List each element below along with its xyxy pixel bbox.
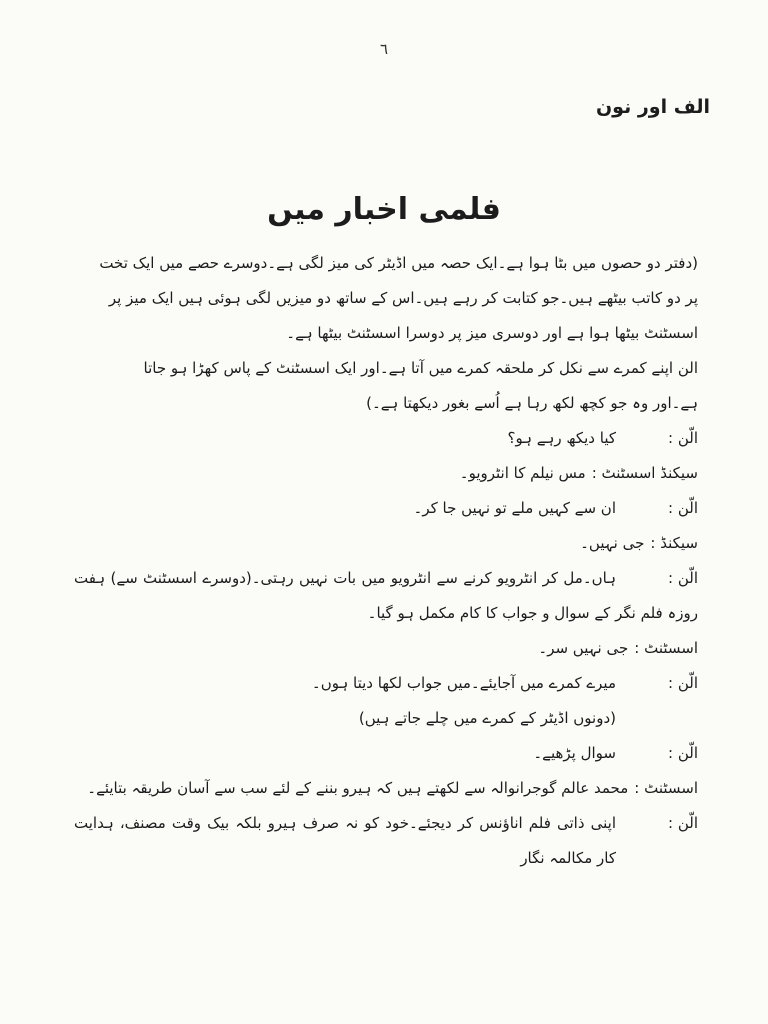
- speech-text: ان سے کہیں ملے تو نہیں جا کر۔: [413, 499, 616, 517]
- script-body: [74, 246, 698, 876]
- speaker-label: الّن :: [668, 499, 698, 517]
- dialogue-line: [74, 806, 698, 876]
- speech-text: جی نہیں سر۔: [538, 639, 629, 657]
- speech-text: محمد عالم گوجرانوالہ سے لکھتے ہیں کہ ہیرو بننے کے لئے سب سے آسان طریقہ بتایئے۔: [87, 779, 629, 797]
- intro-line: اسسٹنٹ بیٹھا ہوا ہے اور دوسری میز پر دوسرا اسسٹنٹ بیٹھا ہے۔: [286, 324, 698, 342]
- intro-line: ہے۔اور وہ جو کچھ لکھ رہا ہے اُسے بغور دیکھتا ہے۔): [366, 394, 698, 412]
- dialogue-line: [74, 421, 698, 456]
- dialogue-line: [74, 491, 698, 526]
- dialogue-line: [74, 456, 698, 491]
- intro-line: پر دو کاتب بیٹھے ہیں۔جو کتابت کر رہے ہیں۔اس کے ساتھ دو میزیں لگی ہوئی ہیں ایک میز پر: [108, 289, 698, 307]
- dialogue-line: [74, 561, 698, 631]
- speech-text: مس نیلم کا انٹرویو۔: [459, 464, 586, 482]
- dialogue-line: [74, 771, 698, 806]
- page-number: ٦: [379, 40, 389, 58]
- speech-text: جی نہیں۔: [580, 534, 645, 552]
- speech-text: اپنی ذاتی فلم اناؤنس کر دیجئے۔خود کو نہ صرف ہیرو بلکہ بیک وقت مصنف، ہدایت کار مکالمہ نگار: [74, 814, 616, 867]
- dialogue-line: [74, 526, 698, 561]
- speaker-label: الّن :: [668, 569, 698, 587]
- intro-line: (دفتر دو حصوں میں بٹا ہوا ہے۔ایک حصہ میں اڈیٹر کی میز لگی ہے۔دوسرے حصے میں ایک تخت: [99, 254, 698, 272]
- speech-text: کیا دیکھ رہے ہو؟: [507, 429, 616, 447]
- speaker-label: سیکنڈ اسسٹنٹ :: [591, 464, 698, 482]
- speech-text: ہاں۔مل کر انٹرویو کرنے سے انٹرویو میں بات نہیں رہتی۔(دوسرے اسسٹنٹ سے) ہفت روزہ فلم نگر کے سوال و جواب کا کام مکمل ہو گیا۔: [74, 569, 698, 622]
- speech-text: میرے کمرے میں آجایئے۔میں جواب لکھا دیتا ہوں۔: [311, 674, 616, 692]
- stage-direction: (دونوں اڈیٹر کے کمرے میں چلے جاتے ہیں): [358, 709, 616, 727]
- dialogue-line: [74, 631, 698, 666]
- speaker-label: اسسٹنٹ :: [634, 639, 698, 657]
- dialogue-line: [74, 666, 698, 701]
- speech-text: سوال پڑھیے۔: [533, 744, 616, 762]
- speaker-label: الّن :: [668, 674, 698, 692]
- speaker-label: الّن :: [668, 744, 698, 762]
- speaker-label: الّن :: [668, 814, 698, 832]
- dialogue-line: [74, 736, 698, 771]
- intro-line: الن اپنے کمرے سے نکل کر ملحقہ کمرے میں آتا ہے۔اور ایک اسسٹنٹ کے پاس کھڑا ہو جاتا: [143, 359, 698, 377]
- chapter-title: فلمی اخبار میں: [267, 192, 501, 227]
- speaker-label: اسسٹنٹ :: [634, 779, 698, 797]
- stage-direction-intro: [74, 246, 698, 421]
- speaker-label: الّن :: [668, 429, 698, 447]
- speaker-label: سیکنڈ :: [650, 534, 698, 552]
- running-header: الف اور نون: [595, 96, 710, 118]
